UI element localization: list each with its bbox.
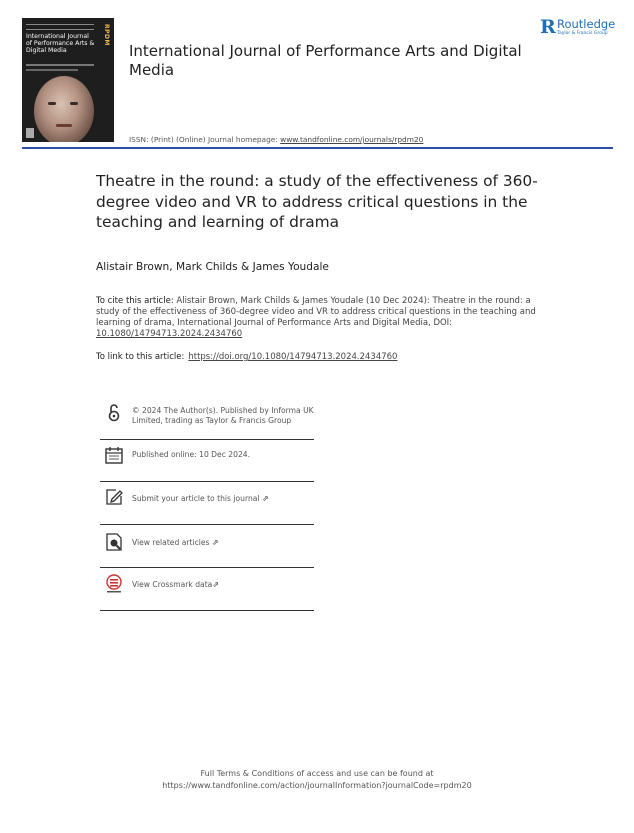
citation-block	[96, 296, 536, 340]
issn-prefix: ISSN: (Print) (Online) Journal homepage:	[129, 135, 281, 144]
external-link-icon: ⇗	[211, 538, 219, 547]
submit-article-link[interactable]	[132, 494, 316, 504]
journal-homepage-link[interactable]: www.tandfonline.com/journals/rpdm20	[280, 135, 424, 144]
cite-text: Alistair Brown, Mark Childs & James Youdale (10 Dec 2024): Theatre in the round: a study of the effectiveness of 360-degree video and VR to address critical questions in the teaching and learning of drama, International Journal of Performance Arts and Digital Media, DOI:	[96, 296, 536, 328]
journal-title: International Journal of Performance Arts and Digital Media	[129, 42, 522, 79]
publisher-name: Routledge	[557, 17, 616, 31]
publisher-logo[interactable]	[540, 17, 620, 41]
open-access-icon	[104, 403, 124, 423]
published-online-panel	[100, 440, 314, 482]
crossmark-link[interactable]	[132, 580, 316, 590]
crossmark-text: View Crossmark data	[132, 580, 213, 589]
cover-face-eye	[70, 102, 78, 105]
edit-icon	[104, 487, 124, 507]
related-articles-link[interactable]	[132, 538, 316, 548]
cover-face-mouth	[56, 124, 72, 127]
footer-line-1: Full Terms & Conditions of access and use can be found at	[200, 769, 434, 778]
open-access-panel	[100, 400, 314, 440]
publisher-subtitle: Taylor & Francis Group	[557, 31, 608, 36]
related-articles-text: View related articles	[132, 538, 210, 547]
related-articles-icon	[104, 532, 124, 552]
journal-cover-image	[22, 18, 114, 142]
external-link-icon: ⇗	[261, 494, 269, 503]
calendar-icon	[104, 445, 124, 465]
footer-terms	[0, 768, 634, 791]
cover-title: International Journal of Performance Arts & Digital Media	[26, 33, 95, 55]
external-link-icon: ⇗	[212, 580, 220, 589]
published-online-text: Published online: 10 Dec 2024.	[132, 450, 251, 459]
doi-link[interactable]: 10.1080/14794713.2024.2434760	[96, 329, 243, 339]
cover-bar-secondary	[26, 69, 78, 71]
cover-face-image	[34, 76, 94, 142]
cover-spine-text: RPDM	[103, 24, 110, 46]
crossmark-icon	[104, 574, 124, 594]
cover-publisher-logo	[26, 128, 34, 138]
submit-article-panel[interactable]	[100, 482, 314, 525]
related-articles-panel[interactable]	[100, 525, 314, 568]
issn-line	[129, 135, 423, 144]
link-label: To link to this article:	[96, 352, 185, 362]
cite-label: To cite this article:	[96, 296, 174, 306]
routledge-r-icon: R	[540, 16, 556, 38]
submit-article-text: Submit your article to this journal	[132, 494, 260, 503]
footer-terms-url[interactable]: https://www.tandfonline.com/action/journalInformation?journalCode=rpdm20	[162, 780, 472, 790]
article-authors: Alistair Brown, Mark Childs & James Youdale	[96, 261, 329, 273]
cover-top-rule	[26, 24, 94, 30]
cover-bar	[26, 64, 94, 66]
article-link-line	[96, 352, 397, 362]
article-title: Theatre in the round: a study of the effectiveness of 360-degree video and VR to address critical questions in the teaching and learning of drama	[96, 172, 538, 231]
article-doi-url-link[interactable]: https://doi.org/10.1080/14794713.2024.2434760	[188, 352, 398, 362]
header-divider	[22, 147, 613, 149]
open-access-text: © 2024 The Author(s). Published by Informa UK Limited, trading as Taylor & Francis Group	[132, 406, 314, 425]
crossmark-panel[interactable]	[100, 568, 314, 611]
cover-face-eye	[48, 102, 56, 105]
